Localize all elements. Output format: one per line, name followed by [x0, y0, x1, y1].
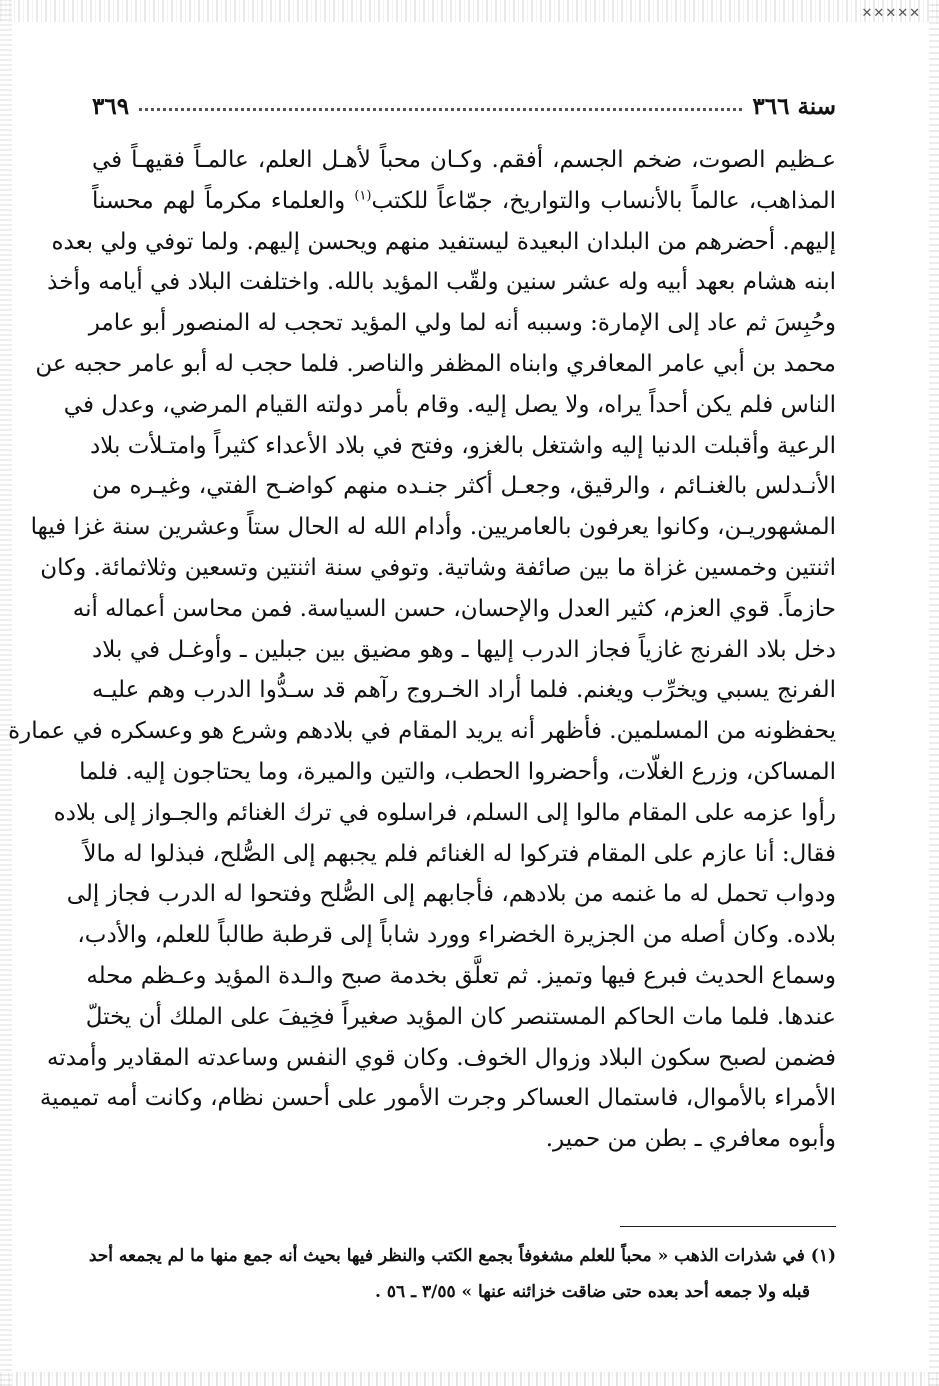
- text-line-22: عندها. فلما مات الحاكم المستنصر كان المؤيد صغيراً فخِيفَ على الملك أن يختلّ: [85, 1003, 836, 1030]
- text-line-24: الأمراء بالأموال، فاستمال العساكر وجرت الأمور على أحسن نظام، وكانت أمه تميمية: [39, 1085, 836, 1112]
- scan-edge-bottom: [0, 1372, 939, 1386]
- text-line-9: الأنـدلس بالغنـائم ، والرقيق، وجعـل أكثر جنـده منهم كواضـح الفتي، وغيـره من: [92, 473, 836, 500]
- text-line-13: دخل بلاد الفرنج غازياً فجاز الدرب إليها ـ وهو مضيق بين جبلين ـ وأوغـل في بلاد: [92, 636, 836, 663]
- header-dotted-leader: [139, 108, 742, 111]
- text-line-3: إليهم. أحضرهم من البلدان البعيدة ليستفيد منهم ويحسن إليهم. ولما توفي ولي بعده: [51, 228, 836, 255]
- running-header: [92, 86, 836, 126]
- text-line-16: المساكن، وزرع الغلّات، وأحضروا الحطب، والتين والميرة، وما يحتاجون إليه. فلما: [79, 758, 836, 785]
- text-line-25: وأبوه معافري ـ بطن من حمير.: [545, 1126, 836, 1153]
- text-line-14: الفرنج يسبي ويخرِّب ويغنم. فلما أراد الخـروج رآهم قد سـدُّوا الدرب وهم عليـه: [92, 677, 836, 704]
- footnote-reference[interactable]: (١): [354, 188, 372, 204]
- scan-edge-top: [0, 0, 939, 22]
- footnote-separator: [620, 1226, 836, 1227]
- text-line-21: وسماع الحديث فبرع فيها وتميز. ثم تعلَّق بخدمة صبح والـدة المؤيد وعـظم محله: [86, 962, 836, 989]
- text-line-4: ابنه هشام بعهد أبيه وله عشر سنين ولقّب المؤيد بالله. واختلفت البلاد في أيامه وأخذ: [47, 269, 836, 296]
- text-line-20: بلاده. وكان أصله من الجزيرة الخضراء وورد شاباً إلى قرطبة طالباً للعلم، والأدب،: [77, 922, 836, 949]
- text-line-7: الناس فلم يكن أحداً يراه، ولا يصل إليه. وقام بأمر دولته القيام المرضي، وعدل في: [63, 391, 836, 418]
- footnote-line-1: (١) في شذرات الذهب « محباً للعلم مشغوفاً بجمع الكتب والنظر فيها بحيث أنه جمع منها ما لم يجمعه أحد: [88, 1246, 836, 1266]
- text-line-19: ودواب تحمل له ما غنمه من بلادهم، فأجابهم إلى الصُّلح وفتحوا له الدرب فجاز إلى: [66, 881, 836, 908]
- footnote-line-2: قبله ولا جمعه أحد بعده حتى ضاقت خزائنه عنها » ٣/٥٥ ـ ٥٦ .: [375, 1282, 810, 1302]
- text-line-10: المشهوريـن، وكانوا يعرفون بالعامريين. وأدام الله له الحال ستاً وعشرين سنة غزا فيها: [30, 514, 836, 541]
- page-number: ٣٦٩: [92, 92, 130, 120]
- scan-edge-right: [929, 0, 939, 1386]
- text-line-2-head: المذاهب، عالماً بالأنساب والتواريخ، جمّاعاً للكتب: [371, 187, 836, 214]
- text-line-6: محمد بن أبي عامر المعافري وابناه المظفر والناصر. فلما حجب له أبو عامر حجبه عن: [35, 350, 836, 377]
- text-line-12: حازماً. قوي العزم، كثير العدل والإحسان، حسن السياسة. فمن محاسن أعماله أنه: [72, 595, 836, 622]
- text-line-1: عـظيم الصوت، ضخم الجسم، أفقم. وكـان محباً لأهـل العلم، عالمـاً فقيهـاً في: [92, 147, 836, 173]
- footnotes: [88, 1238, 836, 1310]
- text-line-18: فقال: أنا عازم على المقام فتركوا له الغنائم فلم يجبهم إلى الصُّلح، فبذلوا له مالاً: [83, 840, 836, 867]
- scan-edge-left: [0, 0, 12, 1386]
- text-line-23: فضمن لصبح سكون البلاد وزوال الخوف. وكان قوي النفس وساعدته المقادير وأمدته: [47, 1044, 836, 1071]
- text-line-5: وحُبِسَ ثم عاد إلى الإمارة: وسببه أنه لما ولي المؤيد تحجب له المنصور أبو عامر: [88, 310, 836, 337]
- text-line-2: [92, 181, 836, 222]
- text-line-11: اثنتين وخمسين غزاة ما بين صائفة وشاتية. وتوفي سنة اثنتين وتسعين وثلاثمائة. وكان: [40, 554, 836, 581]
- main-text: [8, 140, 836, 1160]
- text-line-17: رأوا عزمه على المقام مالوا إلى السلم، فراسلوه في ترك الغنائم والجـواز إلى بلاده: [53, 799, 836, 826]
- text-line-2-tail: والعلماء مكرماً لهم محسناً: [92, 187, 346, 214]
- text-line-8: الرعية وأقبلت الدنيا إليه واشتغل بالغزو، وفتح في بلاد الأعداء كثيراً وامتـلأت بلاد: [90, 432, 836, 459]
- text-line-15: يحفظونه من المسلمين. فأظهر أنه يريد المقام في بلادهم وشرع هو وعسكره في عمارة: [8, 718, 836, 745]
- corner-ornament: ✕✕✕✕✕: [861, 6, 921, 21]
- header-year-label: سنة ٣٦٦: [752, 92, 836, 120]
